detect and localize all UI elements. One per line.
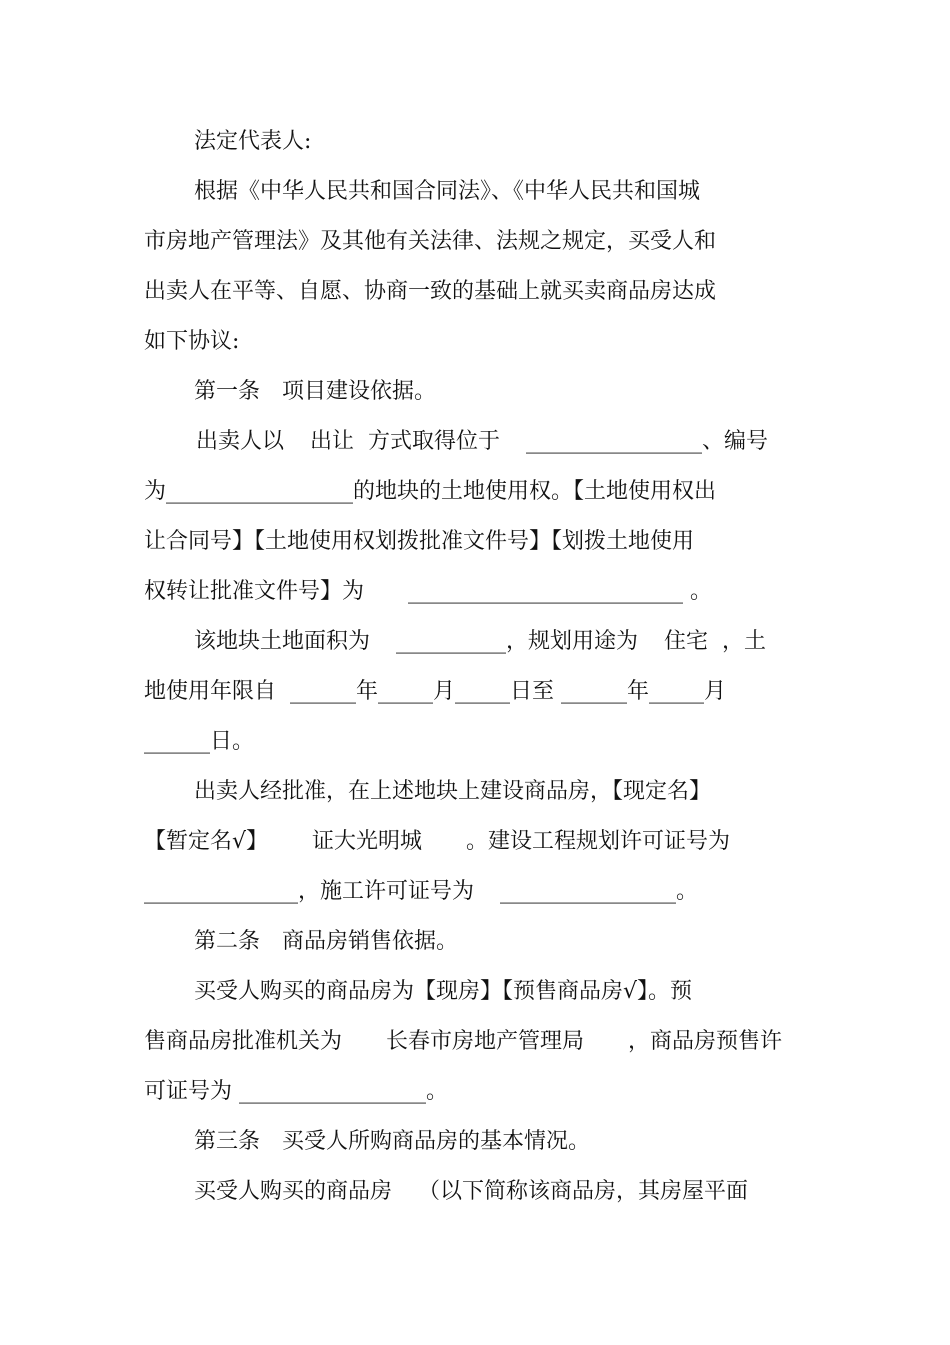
paragraph-line: 为_________________的地块的土地使用权。【土地使用权出 [144, 479, 717, 504]
paragraph-line [144, 1027, 782, 1057]
text-segment: 方式取得位于 [368, 429, 501, 454]
filled-value: 长春市房地产管理局 [386, 1029, 585, 1054]
blank-field: ________________。 [500, 879, 699, 904]
paragraph-line: 市房地产管理法》及其他有关法律、法规之规定，买受人和 [144, 229, 717, 254]
text-segment: ，商品房预售许 [628, 1029, 783, 1054]
filled-value: 住宅 [664, 629, 709, 654]
text-segment: 【暂定名√】 [144, 829, 269, 854]
text-segment: 权转让批准文件号】为 [144, 579, 365, 604]
paragraph-line [194, 1177, 748, 1207]
paragraph-line: 买受人购买的商品房为【现房】【预售商品房√】。预 [194, 979, 693, 1004]
text-segment: 该地块土地面积为 [194, 629, 371, 654]
paragraph-line [194, 627, 766, 657]
paragraph-line: ______日。 [144, 729, 255, 754]
article-2-heading: 第二条 商品房销售依据。 [194, 929, 459, 954]
legal-representative-label: 法定代表人: [194, 129, 312, 154]
blank-field: ________________、编号 [526, 429, 769, 454]
blank-field: _________________________ 。 [408, 579, 713, 604]
text-segment: ，土 [722, 629, 767, 654]
paragraph-line: 可证号为 _________________。 [144, 1079, 448, 1104]
text-segment: 地使用年限自 [144, 679, 277, 704]
paragraph-line [144, 877, 698, 907]
paragraph-line: 根据《中华人民共和国合同法》、《中华人民共和国城 [194, 179, 701, 204]
paragraph-line: 让合同号】【土地使用权划拨批准文件号】【划拨土地使用 [144, 529, 695, 554]
text-segment: 售商品房批准机关为 [144, 1029, 343, 1054]
blank-field: __________，规划用途为 [396, 629, 639, 654]
text-segment: 买受人购买的商品房 [194, 1179, 393, 1204]
paragraph-line: 出卖人经批准，在上述地块上建设商品房，【现定名】 [194, 779, 712, 804]
blank-field: ______________，施工许可证号为 [144, 879, 475, 904]
paragraph-line [196, 427, 768, 457]
text-segment: 。建设工程规划许可证号为 [466, 829, 731, 854]
paragraph-line [144, 827, 730, 857]
article-1-heading: 第一条 项目建设依据。 [194, 379, 437, 404]
paragraph-line [144, 677, 726, 707]
text-segment: （以下简称该商品房，其房屋平面 [418, 1179, 749, 1204]
filled-value: 出让 [310, 429, 355, 454]
paragraph-line: 如下协议: [144, 329, 240, 354]
blank-field: ______年_____月_____日至 ______年_____月 [290, 679, 727, 704]
paragraph-line: 出卖人在平等、自愿、协商一致的基础上就买卖商品房达成 [144, 279, 717, 304]
article-3-heading: 第三条 买受人所购商品房的基本情况。 [194, 1129, 591, 1154]
paragraph-line [144, 577, 712, 607]
text-segment: 出卖人以 [196, 429, 285, 454]
filled-value: 证大光明城 [312, 829, 423, 854]
